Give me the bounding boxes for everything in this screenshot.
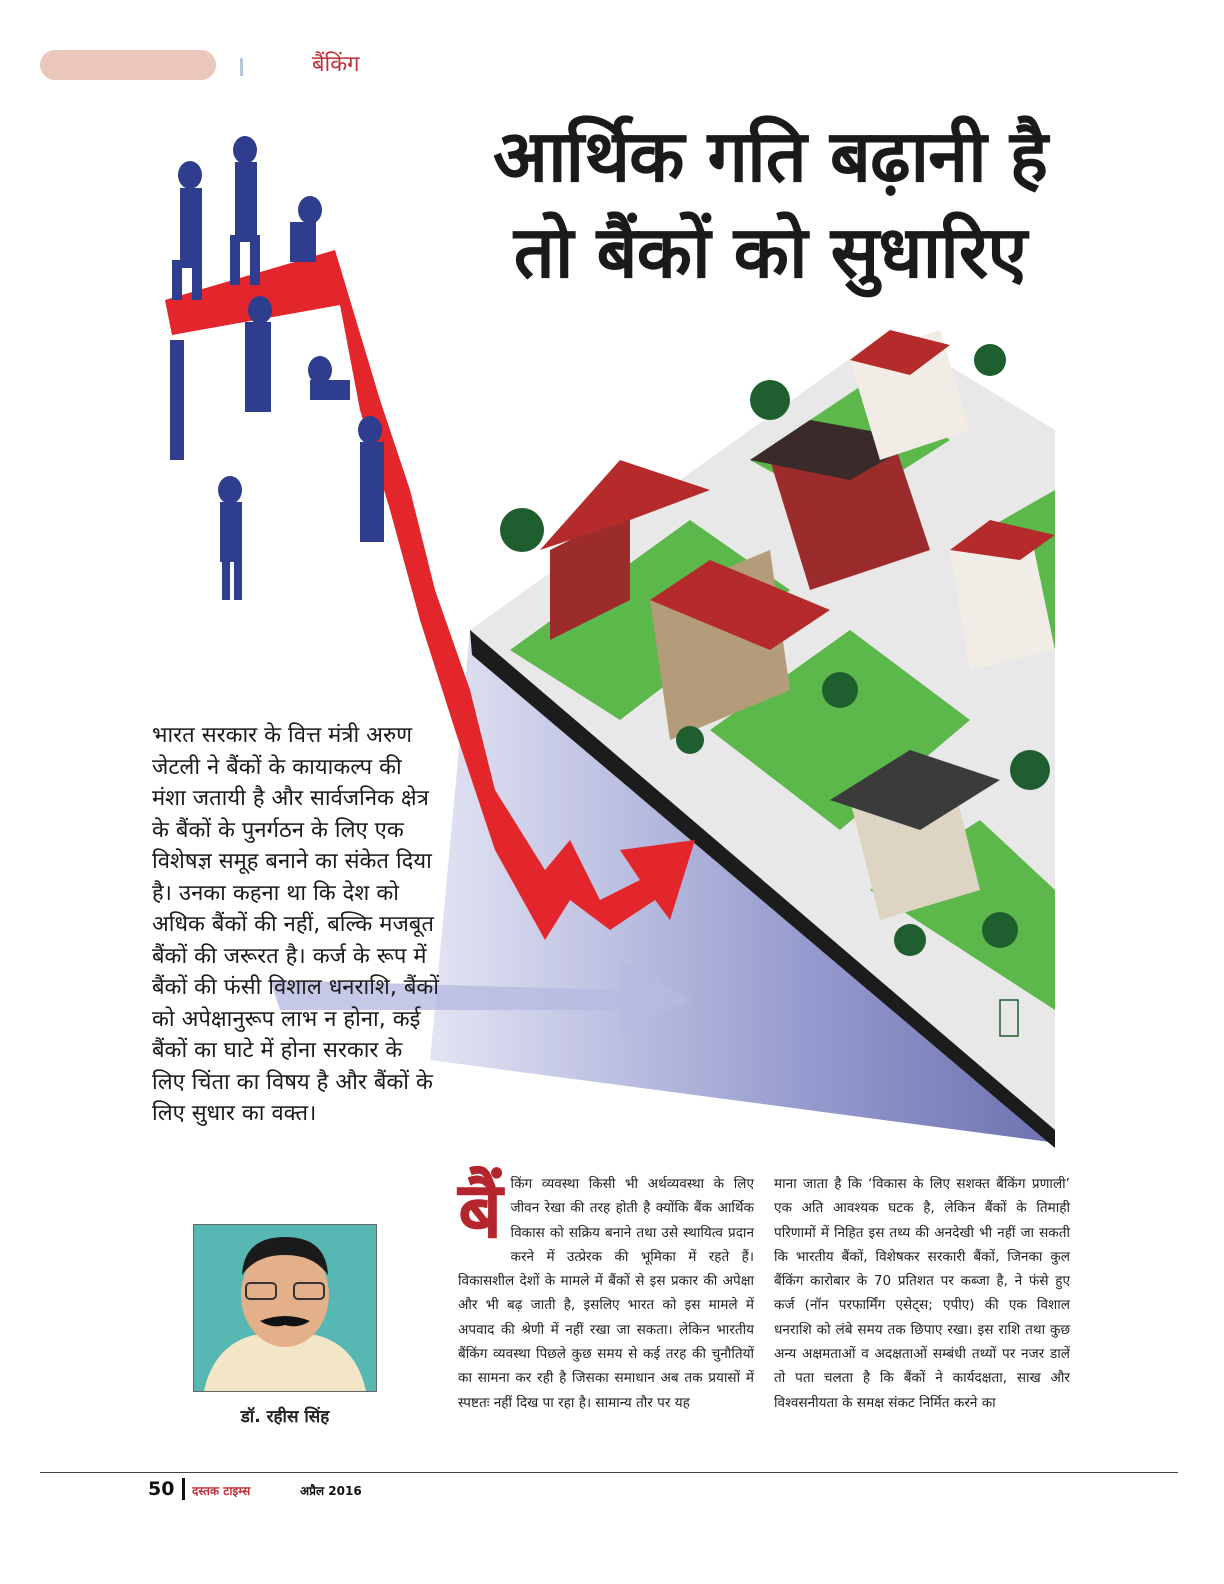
section-label: बैंकिंग — [312, 52, 360, 77]
author-photo — [193, 1224, 377, 1392]
author-name: डॉ. रहीस सिंह — [240, 1407, 330, 1427]
intro-text: भारत सरकार के वित्त मंत्री अरुण जेटली ने बैंकों के कायाकल्प की मंशा जतायी है और सार्वजनिक क्षेत्र के बैंकों के पुनर्गठन के लिए एक विशेषज्ञ समूह बनाने का संकेत दिया है। उनका कहना था कि देश को अधिक बैंकों की नहीं, बल्कि मजबूत बैंकों की जरूरत है। कर्ज के रूप में बैंकों की फंसी विशाल धनराशि, बैंकों को अपेक्षानुरूप लाभ न होना, कई बैंकों का घाटे में होना सरकार के लिए चिंता का विषय है और बैंकों के लिए सुधार का वक्त। — [152, 723, 439, 1126]
tree — [750, 380, 790, 420]
tree — [894, 924, 926, 956]
tree — [982, 912, 1018, 948]
header-separator — [240, 58, 243, 76]
footer-separator — [182, 1478, 185, 1500]
drop-cap: बैं — [458, 1166, 503, 1256]
column-2-text: माना जाता है कि ‘विकास के लिए सशक्त बैंकिंग प्रणाली’ एक अति आवश्यक घटक है, लेकिन बैंकों के तिमाही परिणामों में निहित इस तथ्य की अनदेखी भी नहीं जा सकती कि भारतीय बैंकों, विशेषकर सरकारी बैंकों, जिनका कुल बैंकिंग कारोबार के 70 प्रतिशत पर कब्जा है, ने फंसे हुए कर्ज (नॉन परफार्मिंग एसेट्स; एपीए) की एक विशाल धनराशि को लंबे समय तक छिपाए रखा। इस राशि तथा कुछ अन्य अक्षमताओं व अदक्षताओं सम्बंधी तथ्यों पर नजर डालें तो पता चलता है कि बैंकों ने कार्यदक्षता, साख और विश्वसनीयता के समक्ष संकट निर्मित करने का — [774, 1176, 1070, 1411]
page-number: 50 — [148, 1478, 175, 1500]
header-pill — [40, 50, 216, 80]
tree — [822, 672, 858, 708]
magazine-logo: दस्तक टाइम्स — [192, 1484, 251, 1498]
tree — [974, 344, 1006, 376]
author-portrait — [194, 1225, 376, 1391]
article-column-1 — [458, 1166, 754, 1415]
tree — [676, 726, 704, 754]
tree — [1010, 750, 1050, 790]
climbing-figures — [170, 136, 384, 600]
footer-rule — [40, 1472, 1178, 1473]
headline-line-1: आर्थिक गति बढ़ानी है — [492, 114, 1048, 198]
issue-date: अप्रैल 2016 — [300, 1484, 362, 1498]
article-column-2 — [774, 1172, 1070, 1415]
column-1-text: किंग व्यवस्था किसी भी अर्थव्यवस्था के लिए जीवन रेखा की तरह होती है क्योंकि बैंक आर्थिक विकास को सक्रिय बनाने तथा उसे स्थायित्व प्रदान करने में उत्प्रेरक की भूमिका में रहते हैं। विकासशील देशों के मामले में बैंकों से इस प्रकार की अपेक्षा और भी बढ़ जाती है, इसलिए भारत को इस मामले में अपवाद की श्रेणी में नहीं रखा जा सकता। लेकिन भारतीय बैंकिंग व्यवस्था पिछले कुछ समय से कई तरह की चुनौतियों का सामना कर रही है जिसका समाधान अब तक प्रयासों में स्पष्टतः नहीं दिख पा रहा है। सामान्य तौर पर यह — [458, 1176, 754, 1411]
headline-line-2: तो बैंकों को सुधारिए — [513, 210, 1027, 294]
tree — [500, 508, 544, 552]
